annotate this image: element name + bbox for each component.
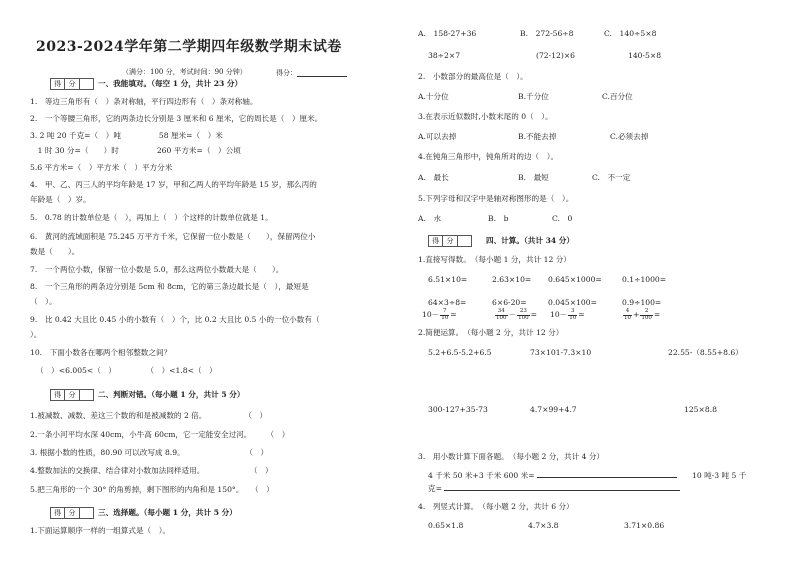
q1-line: 3. 2 吨 20 千克=（ ）吨 58 厘米=（ ）米: [30, 131, 223, 140]
calc-item: 6.51×10=: [428, 275, 468, 284]
option-c: C. 0: [552, 214, 573, 223]
calc-item: 0.9÷100=: [622, 298, 662, 307]
calc-3-line: 4 千米 50 米+3 千米 600 米=: [428, 472, 677, 480]
q2-line: 4.整数加法的交换律、结合律对小数加法同样适用。 （ ）: [30, 466, 273, 475]
choice-q4: 4.在钝角三角形中，钝角所对的边（ ）。: [418, 152, 559, 161]
score-box-1: 得 分: [50, 78, 94, 90]
option-b: B. b: [488, 214, 509, 223]
calc-4-heading: 4. 列竖式计算。 （每小题 2 分，共计 6 分）: [418, 502, 574, 511]
option-a: A.可以去掉: [418, 132, 457, 141]
q2-line: 5.把三角形的一个 30° 的角剪掉，剩下图形的内角和是 150°。 （ ）: [30, 485, 274, 494]
section-3-heading: 三、选择题。（每小题 1 分，共计 5 分）: [98, 508, 237, 517]
section-4-heading: 四、计算。（共计 34 分）: [486, 236, 574, 245]
calc-item: 64×3÷8=: [428, 298, 467, 307]
q2-line: 3. 根据小数的性质，80.90 可以改写成 8.9。 （ ）: [30, 448, 269, 457]
option-a: A. 水: [418, 214, 442, 223]
option-c: C. 不一定: [592, 173, 631, 182]
option-c: C. 140÷5×8: [604, 29, 657, 38]
q3-line: 1.下面运算顺序一样的一组算式是（ ）。: [30, 526, 171, 535]
option-a: A. 最长: [418, 173, 449, 182]
section-2-heading: 二、判断对错。（每小题 1 分，共计 5 分）: [98, 390, 245, 399]
option-b-2: (72-12)×6: [536, 51, 576, 60]
calc-item: 5.2+6.5-5.2+6.5: [428, 348, 492, 357]
fraction-calc: $\frac{34}{100}$ － $\frac{23}{100}$ =: [496, 308, 537, 321]
fraction-calc: $\frac{4}{10}$ + $\frac{2}{100}$ =: [624, 308, 661, 321]
calc-item: 125×8.8: [684, 405, 717, 414]
score-box-4: 得 分: [428, 235, 472, 247]
calc-item: 4.7×99+4.7: [530, 405, 577, 414]
exam-info: （满分：100 分，考试时间：90 分钟）: [122, 68, 247, 76]
option-a: A.十分位: [418, 92, 449, 101]
calc-item: 0.1÷1000=: [622, 275, 667, 284]
q1-line: 年龄是（ ）岁。: [30, 195, 91, 204]
option-a: A. 158-27+36: [418, 29, 477, 38]
q1-line: （ ）。: [30, 297, 57, 306]
q1-line: 8. 一个三角形的两条边分别是 5cm 和 8cm，它的第三条边最长是（ ），最短是: [30, 282, 309, 291]
q1-line: 6. 黄河的流域面积是 75.245 万平方千米，它保留一位小数是（ ），保留两位小: [30, 232, 316, 241]
q1-line: （ ）<6.005<（ ） （ ）<1.8<（ ）: [36, 366, 217, 375]
calc-1-heading: 1.直接写得数。 （每小题 1 分，共计 12 分）: [418, 255, 571, 264]
q2-line: 2.一条小河平均水深 40cm，小牛高 60cm，它一定能安全过河。 （ ）: [30, 430, 290, 439]
q1-line: 1. 等边三角形有（ ）条对称轴，平行四边形有（ ）条对称轴。: [30, 97, 258, 106]
q1-line: 4. 甲、乙、丙三人的平均年龄是 17 岁，甲和乙两人的平均年龄是 15 岁，那么丙的: [30, 180, 317, 189]
calc-item: 6×6-20=: [492, 298, 527, 307]
calc-item: 4.7×3.8: [528, 521, 559, 530]
choice-q3: 3.在表示近似数时,小数末尾的 0（ ）。: [418, 112, 553, 121]
q1-line: 1 时 30 分=（ ）时 260 平方米=（ ）公顷: [30, 146, 241, 155]
fraction-calc: 10－ $\frac{7}{10}$ =: [422, 308, 457, 321]
page-title: 2023-2024学年第二学期四年级数学期末试卷: [36, 39, 342, 55]
option-b: B. 272-56÷8: [520, 29, 574, 38]
choice-q5: 5.下列字母和汉字中是轴对称图形的是（ ）。: [418, 194, 574, 203]
score-label: 得分：: [276, 69, 347, 77]
calc-item: 0.645×1000=: [548, 275, 602, 284]
fraction-calc: 10－ $\frac{3}{10}$ =: [550, 308, 585, 321]
option-c: C.百分位: [602, 92, 633, 101]
calc-2-heading: 2.简便运算。 （每小题 2 分，共计 12 分）: [418, 328, 564, 337]
choice-q2: 2. 小数部分的最高位是（ ）。: [418, 72, 528, 81]
option-b: B.千分位: [518, 92, 549, 101]
option-a-2: 38÷2×7: [428, 51, 461, 60]
option-c-2: 140-5×8: [628, 51, 662, 60]
calc-item: 73×101-7.3×10: [530, 348, 592, 357]
option-b: B. 最短: [518, 173, 549, 182]
score-box-3: 得 分: [50, 507, 94, 519]
calc-3-line: 克=: [428, 485, 680, 493]
calc-item: 3.71×0.86: [624, 521, 665, 530]
option-c: C.必须去掉: [610, 132, 649, 141]
calc-item: 2.63×10=: [492, 275, 532, 284]
calc-3-line: 10 吨-3 吨 5 千: [692, 471, 747, 480]
calc-item: 300-127+35-73: [428, 405, 488, 414]
q1-line: 10. 下面小数各在哪两个相邻整数之间？: [30, 348, 172, 357]
calc-item: 0.65×1.8: [428, 521, 464, 530]
q1-line: 数是（ ）。: [30, 247, 80, 256]
calc-item: 22.55-（8.55+8.6）: [668, 348, 743, 357]
q1-line: 2. 一个等腰三角形，它的两条边长分别是 3 厘米和 6 厘米，它的周长是（ ）厘米。: [30, 114, 323, 123]
calc-item: 0.045×100=: [548, 298, 597, 307]
calc-3-heading: 3. 用小数计算下面各题。 （每小题 2 分，共计 4 分）: [418, 452, 605, 461]
q2-line: 1.被减数、减数、差这三个数的和是被减数的 2 倍。 （ ）: [30, 411, 268, 420]
q1-line: 5. 0.78 的计数单位是（ ），再加上（ ）个这样的计数单位就是 1。: [30, 213, 273, 222]
q1-line: ）。: [30, 330, 42, 339]
q1-line: 5.6 平方米=（ ）平方米（ ）平方分米: [30, 163, 173, 172]
q1-line: 9. 比 0.42 大且比 0.45 小的小数有（ ）个，比 0.2 大且比 0.5 小的一位小数有（: [30, 315, 320, 324]
section-1-heading: 一、我能填对。（每空 1 分，共计 23 分）: [98, 79, 243, 88]
score-box-2: 得 分: [50, 389, 94, 401]
option-b: B.不能去掉: [518, 132, 557, 141]
q1-line: 7. 一个两位小数，保留一位小数是 5.0，那么这两位小数最大是（ ）。: [30, 265, 284, 274]
